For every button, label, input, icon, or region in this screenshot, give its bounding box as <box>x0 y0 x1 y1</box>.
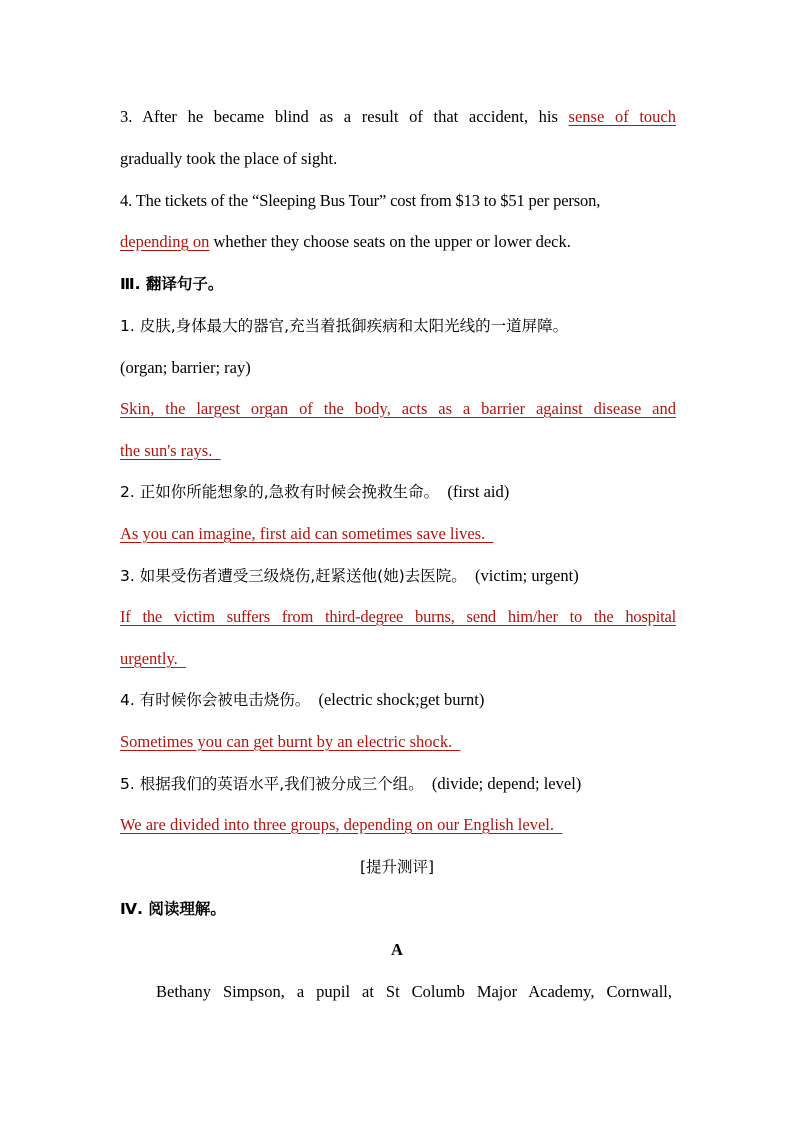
item3-line1 <box>120 106 676 128</box>
translation-q3: 3. 如果受伤者遭受三级烧伤,赶紧送他(她)去医院。 <box>120 567 467 585</box>
translation-q1-hint: (organ; barrier; ray) <box>120 358 251 377</box>
translation-q5-hint: (divide; depend; level) <box>431 774 582 793</box>
translation-a1-line1 <box>120 398 676 420</box>
translation-q4: 4. 有时候你会被电击烧伤。 <box>120 691 311 709</box>
item4-line2 <box>120 231 676 253</box>
translation-q2-row <box>120 481 676 503</box>
translation-q4-hint: (electric shock;get burnt) <box>318 690 485 709</box>
translation-q5: 5. 根据我们的英语水平,我们被分成三个组。 <box>120 775 424 793</box>
translation-a1-text: Skin, the largest organ of the body, acts as a barrier against disease and <box>120 399 676 418</box>
passage-first-line: Bethany Simpson, a pupil at St Columb Major Academy, Cornwall, <box>156 982 672 1001</box>
translation-a1-line2 <box>120 440 676 462</box>
translation-q2: 2. 正如你所能想象的,急救有时候会挽救生命。 <box>120 483 440 501</box>
section4-heading: Ⅳ. 阅读理解。 <box>120 900 226 918</box>
translation-a3-line1 <box>120 606 676 628</box>
assessment-label: [提升测评] <box>359 858 435 876</box>
translation-a5-text: We are divided into three groups, depending on our English level. <box>120 815 554 834</box>
translation-a3-line2 <box>120 648 676 670</box>
translation-q3-row <box>120 565 676 587</box>
translation-q1: 1. 皮肤,身体最大的器官,充当着抵御疾病和太阳光线的一道屏障。 <box>120 317 569 335</box>
translation-q3-hint: (victim; urgent) <box>475 566 579 585</box>
translation-a3-text: If the victim suffers from third-degree burns, send him/her to the hospital <box>120 607 676 626</box>
translation-a5-line <box>120 814 676 836</box>
translation-a4-text: Sometimes you can get burnt by an electric shock. <box>120 732 453 751</box>
translation-q5-row <box>120 773 676 795</box>
translation-q2-hint: (first aid) <box>447 482 510 501</box>
translation-a1-text2: the sun's rays. <box>120 441 213 460</box>
item4-text: whether they choose seats on the upper or lower deck. <box>209 232 571 251</box>
translation-a4-line <box>120 731 676 753</box>
translation-q4-row <box>120 689 676 711</box>
translation-a2-line <box>120 523 676 545</box>
translation-a3-text2: urgently. <box>120 649 178 668</box>
section3-heading: Ⅲ. 翻译句子。 <box>120 275 224 293</box>
item3-text: 3. After he became blind as a result of that accident, his <box>120 107 558 126</box>
item4-answer: depending on <box>120 232 210 251</box>
item4-line1: 4. The tickets of the “Sleeping Bus Tour” cost from $13 to $51 per person, <box>120 191 601 210</box>
translation-a2-text: As you can imagine, first aid can sometimes save lives. <box>120 524 486 543</box>
passage-label: A <box>391 940 403 959</box>
item3-line2: gradually took the place of sight. <box>120 149 338 168</box>
item3-answer: sense of touch <box>568 107 676 126</box>
